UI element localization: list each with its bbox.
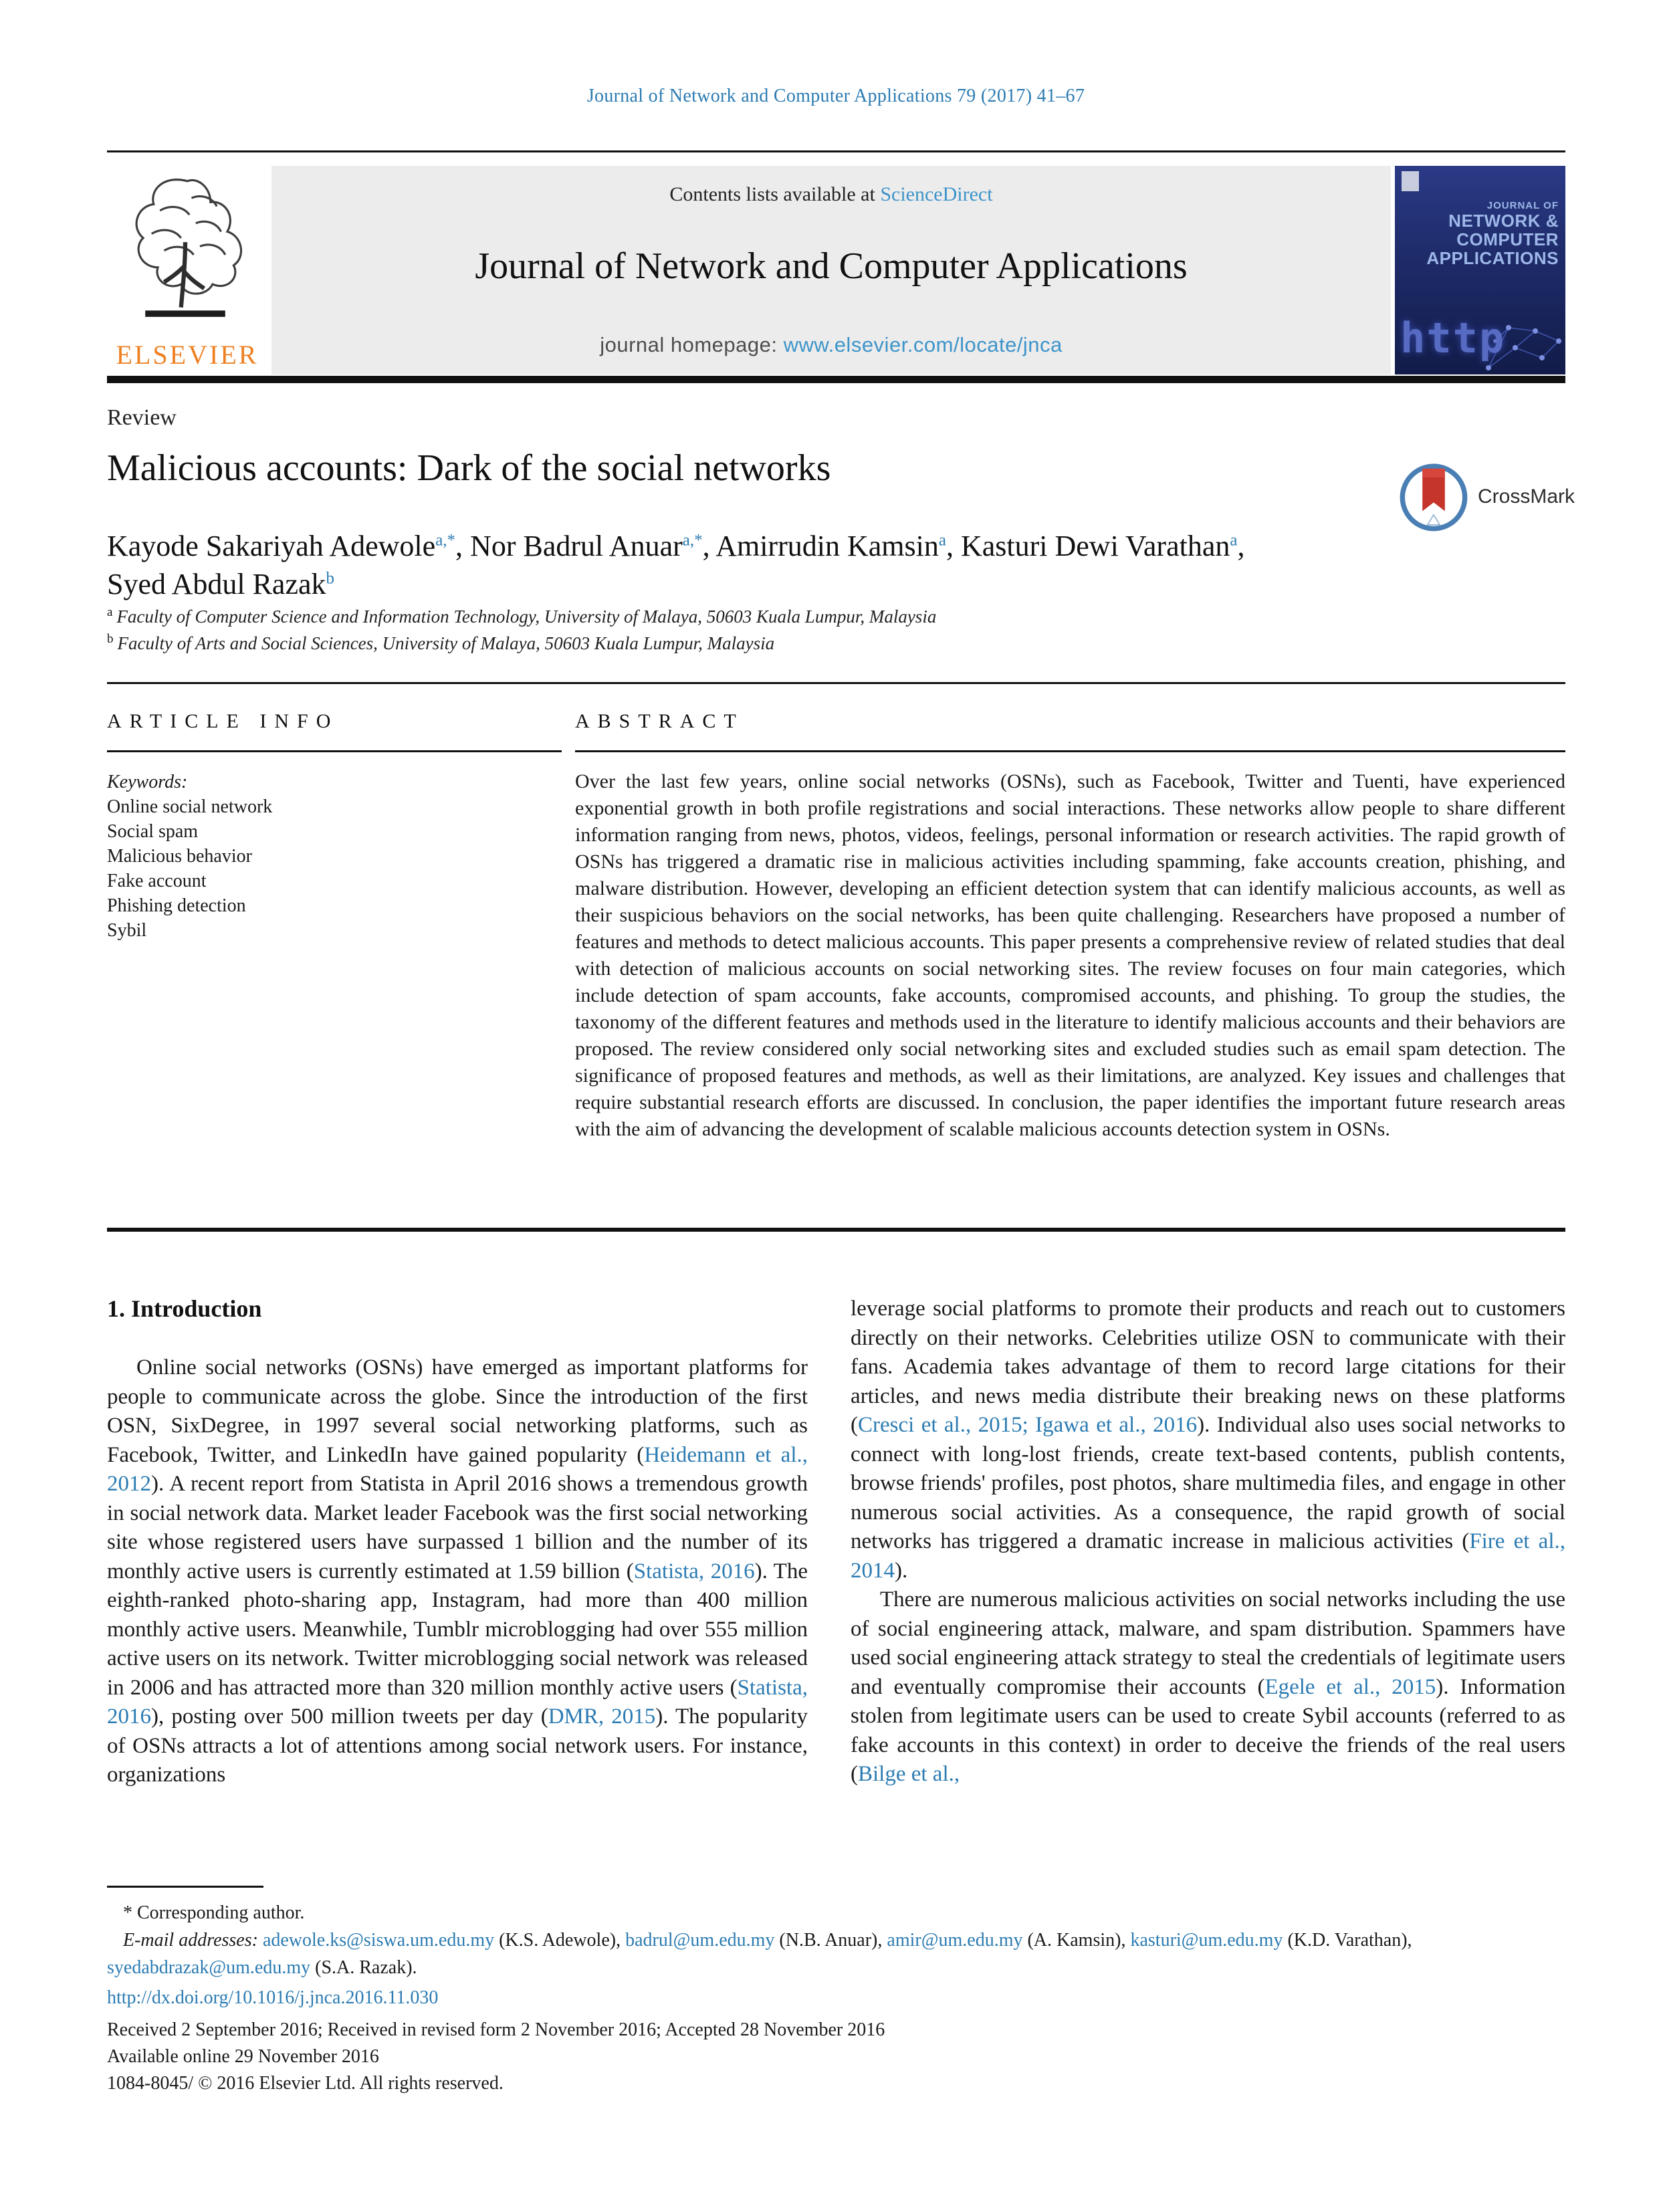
text-segment: (N.B. Anuar), [774, 1930, 887, 1951]
masthead-center-panel [271, 166, 1391, 374]
affiliation-a [107, 603, 1511, 630]
abstract-heading: ABSTRACT [575, 710, 744, 732]
text-segment: ). [895, 1558, 908, 1583]
received-dates: Received 2 September 2016; Received in revised form 2 November 2016; Accepted 28 November 2016 [107, 2019, 885, 2040]
cover-network-art [1395, 294, 1565, 374]
text-segment: There are numerous malicious activities on social networks including the use of social engineering attack, malware, and spam distribution. Spammers have used social engineering attack strategy to steal the credentials of legitimate users and eventually compromise their accounts ( [851, 1587, 1565, 1699]
journal-cover-thumbnail[interactable] [1395, 166, 1565, 374]
article-type-label: Review [107, 405, 177, 430]
author-sup-link[interactable]: a [938, 531, 946, 550]
introduction-heading: 1. Introduction [107, 1295, 262, 1322]
article-info-heading: ARTICLE INFO [107, 710, 339, 732]
inline-link[interactable]: DMR, 2015 [548, 1704, 656, 1729]
cover-line-1: NETWORK & [1448, 211, 1559, 231]
text-segment: (A. Kamsin), [1022, 1930, 1131, 1951]
available-online: Available online 29 November 2016 [107, 2046, 379, 2067]
inline-link[interactable]: Statista, 2016 [107, 1675, 808, 1729]
journal-masthead [107, 166, 1565, 374]
intro-paragraph-2 [851, 1585, 1565, 1789]
author-sup-link[interactable]: a [1230, 531, 1238, 550]
article-title: Malicious accounts: Dark of the social networks [107, 447, 831, 489]
article-history-block [107, 2017, 1565, 2097]
affiliation-b [107, 630, 1511, 657]
cover-title [1426, 201, 1559, 267]
text-segment: (S.A. Razak). [310, 1957, 417, 1978]
crossmark-label: CrossMark [1478, 485, 1575, 508]
inline-link[interactable]: amir@um.edu.my [887, 1930, 1023, 1951]
intro-paragraph-1-continued [851, 1295, 1565, 1585]
keywords-block [107, 770, 562, 943]
abstract-text: Over the last few years, online social networks (OSNs), such as Facebook, Twitter and Tuenti, have experienced exponential growth in both profile registrations and social interactions. These networks allow people to share different information ranging from news, photos, videos, feelings, personal information or research activities. The rapid growth of OSNs has triggered a dramatic rise in malicious activities including spamming, fake accounts creation, phishing, and malware distribution. However, developing an efficient detection system that can identify malicious accounts, as well as their suspicious behaviors on the social networks, has been quite challenging. Researchers have proposed a number of features and methods to detect malicious accounts. This paper presents a comprehensive review of related studies that deal with detection of malicious accounts on social networking sites. The review focuses on four main categories, which include detection of spam accounts, fake accounts, compromised accounts, and phishing. To group the studies, the taxonomy of the different features and methods used in the literature to identify malicious accounts and their behaviors are proposed. The review considered only social networking sites and excluded studies such as email spam detection. The significance of proposed features and methods, as well as their limitations, are analyzed. Key issues and challenges that require substantial research efforts are discussed. In conclusion, the paper identifies the important future research areas with the aim of advancing the development of scalable malicious accounts detection system in OSNs. [575, 770, 1565, 1140]
text-segment: , [1237, 530, 1245, 562]
sciencedirect-link[interactable]: ScienceDirect [880, 183, 993, 205]
affiliation-marker: b [107, 632, 114, 646]
inline-link[interactable]: badrul@um.edu.my [625, 1930, 775, 1951]
author-name: Amirrudin Kamsin [715, 530, 939, 562]
elsevier-wordmark: ELSEVIER [116, 340, 259, 370]
text-segment: ). The popularity of OSNs attracts a lot of attentions among social network users. For instance, organizations [107, 1704, 808, 1787]
section-top-rule [107, 682, 1565, 684]
homepage-url-link[interactable]: www.elsevier.com/locate/jnca [783, 333, 1063, 356]
inline-link[interactable]: syedabdrazak@um.edu.my [107, 1957, 311, 1978]
cover-kicker: JOURNAL OF [1486, 200, 1559, 211]
text-segment: leverage social platforms to promote their products and reach out to customers directly on their networks. Celebrities utilize OSN to communicate with their fans. Academia takes advantage of them to record large citations for their articles, and news media distribute their breaking news on these platforms ( [851, 1297, 1565, 1437]
text-segment: , [946, 530, 961, 562]
abstract-bottom-bar [107, 1228, 1565, 1232]
masthead-bottom-bar [107, 376, 1565, 383]
keywords-label: Keywords: [107, 772, 188, 792]
text-segment: ). Information stolen from legitimate users can be used to create Sybil accounts (referred to as fake accounts in this context) in order to deceive the friends of the real users ( [851, 1674, 1565, 1786]
inline-link[interactable]: Egele et al., 2015 [1264, 1674, 1436, 1699]
footnote-divider [107, 1886, 263, 1888]
author-sup-link[interactable]: a,* [682, 531, 703, 550]
corresponding-author-note: * Corresponding author. [123, 1902, 305, 1923]
abstract-rule [575, 750, 1565, 752]
inline-link[interactable]: Fire et al., 2014 [851, 1529, 1565, 1583]
author-name: Kayode Sakariyah Adewole [107, 530, 436, 562]
email-addresses [107, 1926, 1565, 1981]
inline-link[interactable]: kasturi@um.edu.my [1130, 1930, 1283, 1951]
affiliation-text: Faculty of Computer Science and Information Technology, University of Malaya, 50603 Kuala Lumpur, Malaysia [116, 606, 937, 627]
homepage-prefix: journal homepage: [600, 333, 784, 356]
inline-link[interactable]: Bilge et al., [858, 1762, 960, 1786]
text-segment: (K.D. Varathan), [1283, 1930, 1412, 1951]
keyword-item: Malicious behavior [107, 846, 252, 867]
elsevier-logo[interactable] [107, 166, 267, 374]
author-sup-link[interactable]: b [326, 569, 335, 588]
inline-link[interactable]: adewole.ks@siswa.um.edu.my [262, 1930, 495, 1951]
emphasis-text: E-mail addresses: [123, 1930, 263, 1951]
contents-line [271, 183, 1391, 206]
abstract-column [575, 710, 1565, 1143]
affiliation-text: Faculty of Arts and Social Sciences, University of Malaya, 50603 Kuala Lumpur, Malaysia [117, 633, 775, 653]
author-name: Syed Abdul Razak [107, 568, 326, 600]
cover-line-2: COMPUTER [1456, 229, 1559, 250]
keyword-item: Sybil [107, 920, 147, 941]
text-segment: ), posting over 500 million tweets per day ( [151, 1704, 548, 1729]
author-name: Kasturi Dewi Varathan [960, 530, 1230, 562]
inline-link[interactable]: Statista, 2016 [633, 1559, 755, 1583]
text-segment: , [702, 530, 716, 562]
intro-right-column [851, 1295, 1565, 1870]
crossmark-badge[interactable] [1396, 456, 1575, 536]
issn-copyright: 1084-8045/ © 2016 Elsevier Ltd. All rights reserved. [107, 2073, 504, 2094]
inline-link[interactable]: Cresci et al., 2015; Igawa et al., 2016 [858, 1413, 1198, 1437]
author-name: Nor Badrul Anuar [470, 530, 683, 562]
affiliations [107, 603, 1511, 657]
intro-paragraph-1 [107, 1353, 808, 1790]
text-segment: (K.S. Adewole), [494, 1930, 626, 1951]
text-segment: , [455, 530, 471, 562]
inline-link[interactable]: Heidemann et al., 2012 [107, 1442, 808, 1496]
article-info-column [107, 710, 562, 943]
journal-title: Journal of Network and Computer Applications [475, 245, 1188, 287]
doi-link[interactable]: http://dx.doi.org/10.1016/j.jnca.2016.11.030 [107, 1987, 439, 2008]
footnotes-block [107, 1899, 1565, 1981]
affiliation-marker: a [107, 605, 113, 619]
elsevier-tree-icon [122, 169, 249, 326]
author-sup-link[interactable]: a,* [435, 531, 456, 550]
intro-left-column [107, 1295, 808, 1870]
homepage-line [271, 333, 1391, 357]
cover-elsevier-mini-logo-icon [1402, 171, 1419, 191]
text-segment: ). Individual also uses social networks to connect with long-lost friends, create text-based contents, publish contents, browse friends' profiles, post photos, share multimedia files, and engage in other numerous social activities. As a consequence, the rapid growth of social networks has triggered a dramatic increase in malicious activities ( [851, 1413, 1565, 1553]
keyword-item: Fake account [107, 871, 207, 891]
text-segment: Online social networks (OSNs) have emerged as important platforms for people to communicate across the globe. Since the introduction of the first OSN, SixDegree, in 1997 several social networking platforms, such as Facebook, Twitter, and LinkedIn have gained popularity ( [107, 1355, 808, 1467]
header-divider [107, 150, 1565, 152]
cover-http-text: http [1400, 314, 1506, 362]
cover-line-3: APPLICATIONS [1426, 248, 1559, 269]
keyword-item: Phishing detection [107, 895, 246, 916]
contents-prefix: Contents lists available at [669, 183, 881, 205]
keyword-item: Social spam [107, 821, 199, 842]
text-segment: ). A recent report from Statista in April 2016 shows a tremendous growth in social network data. Market leader Facebook was the first social networking site whose registered users have surpassed 1 billion and the number of its monthly active users is currently estimated at 1.59 billion ( [107, 1472, 808, 1583]
keyword-item: Online social network [107, 796, 273, 817]
author-list [107, 527, 1525, 603]
journal-citation-link[interactable]: Journal of Network and Computer Applications 79 (2017) 41–67 [586, 86, 1085, 106]
text-segment: ). The eighth-ranked photo-sharing app, Instagram, had more than 400 million monthly active users. Meanwhile, Tumblr microblogging had over 555 million active users on its network. Twitter microblogging social network was released in 2006 and has attracted more than 320 million monthly active users ( [107, 1559, 808, 1700]
article-info-rule [107, 750, 562, 752]
crossmark-icon [1396, 456, 1471, 536]
